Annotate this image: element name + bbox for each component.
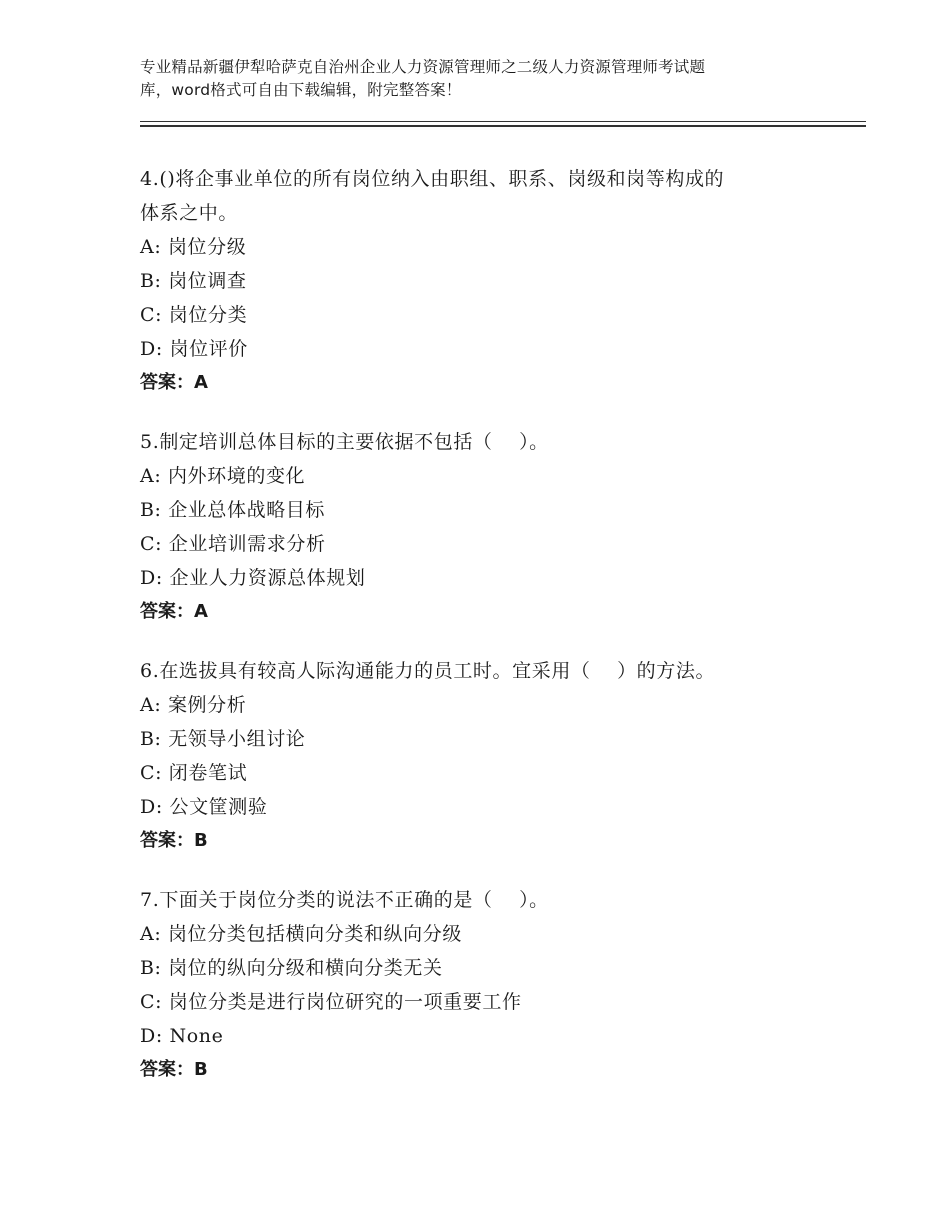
question-stem: 4.()将企事业单位的所有岗位纳入由职组、职系、岗级和岗等构成的 — [140, 168, 725, 190]
answer-label: 答案：A — [140, 601, 208, 622]
option-d: D: 公文筐测验 — [140, 796, 268, 818]
option-d: D: 岗位评价 — [140, 338, 248, 360]
question-6 — [140, 654, 840, 858]
option-a: A: 案例分析 — [140, 694, 247, 716]
answer-label: 答案：B — [140, 830, 208, 851]
option-c: C: 岗位分类是进行岗位研究的一项重要工作 — [140, 991, 522, 1013]
question-stem-continued: 体系之中。 — [140, 202, 239, 224]
option-a: A: 岗位分级 — [140, 236, 247, 258]
option-c: C: 闭卷笔试 — [140, 762, 248, 784]
question-4 — [140, 162, 840, 400]
question-7 — [140, 883, 840, 1087]
option-b: B: 岗位调查 — [140, 270, 247, 292]
question-stem: 7.下面关于岗位分类的说法不正确的是（ ）。 — [140, 889, 549, 911]
header-rule-thick — [140, 125, 866, 127]
header-line-2: 库，word格式可自由下载编辑，附完整答案！ — [140, 81, 462, 99]
option-c: C: 岗位分类 — [140, 304, 248, 326]
document-header — [140, 56, 840, 102]
option-a: A: 岗位分类包括横向分类和纵向分级 — [140, 923, 462, 945]
option-a: A: 内外环境的变化 — [140, 465, 306, 487]
question-stem: 6.在选拔具有较高人际沟通能力的员工时。宜采用（ ）的方法。 — [140, 660, 716, 682]
question-5 — [140, 425, 840, 629]
option-b: B: 岗位的纵向分级和横向分类无关 — [140, 957, 443, 979]
option-d: D: None — [140, 1025, 224, 1047]
option-b: B: 无领导小组讨论 — [140, 728, 306, 750]
option-c: C: 企业培训需求分析 — [140, 533, 326, 555]
answer-label: 答案：A — [140, 372, 208, 393]
question-stem: 5.制定培训总体目标的主要依据不包括（ ）。 — [140, 431, 549, 453]
option-b: B: 企业总体战略目标 — [140, 499, 326, 521]
header-line-1: 专业精品新疆伊犁哈萨克自治州企业人力资源管理师之二级人力资源管理师考试题 — [140, 58, 706, 76]
answer-label: 答案：B — [140, 1059, 208, 1080]
header-rule-thin — [140, 121, 866, 122]
question-list — [140, 162, 840, 1112]
option-d: D: 企业人力资源总体规划 — [140, 567, 366, 589]
